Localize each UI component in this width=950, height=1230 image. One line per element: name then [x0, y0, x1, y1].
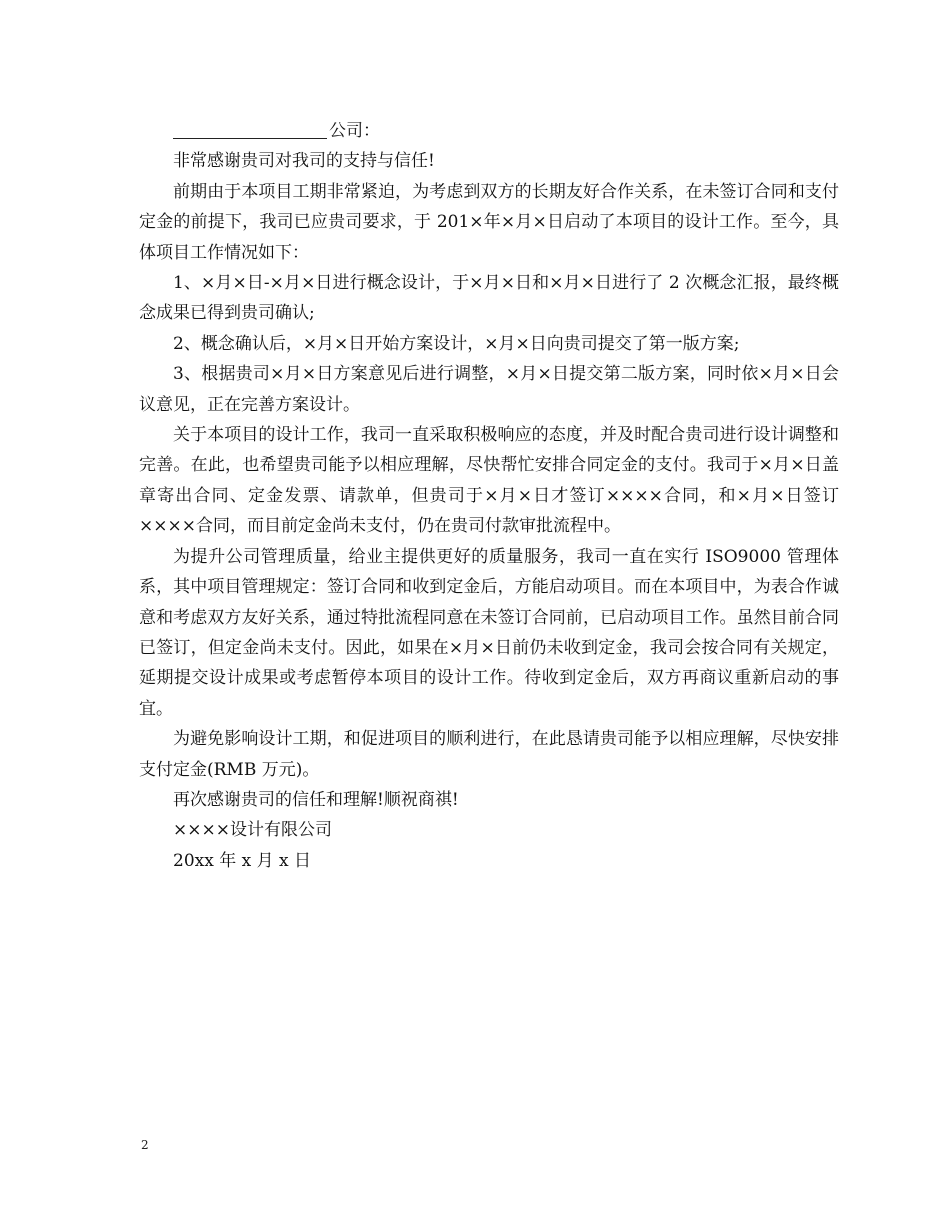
signature-date: 20xx 年 x 月 x 日: [173, 850, 312, 871]
signature-company: ××××设计有限公司: [173, 820, 332, 841]
thanks-paragraph: 非常感谢贵司对我司的支持与信任!: [173, 151, 435, 172]
progress-item-3: 3、根据贵司×月×日方案意见后进行调整，×月×日提交第二版方案，同时依×月×日会议意见，正在完善方案设计。: [139, 364, 839, 415]
salutation-suffix: 公司：: [329, 121, 380, 141]
progress-item-2: 2、概念确认后，×月×日开始方案设计，×月×日向贵司提交了第一版方案;: [173, 333, 740, 354]
progress-item-1: 1、×月×日-×月×日进行概念设计，于×月×日和×月×日进行了 2 次概念汇报，最终概念成果已得到贵司确认;: [139, 273, 839, 324]
salutation-line: [139, 116, 839, 146]
closing-paragraph: 再次感谢贵司的信任和理解!顺祝商祺!: [173, 789, 459, 810]
request-paragraph: 为避免影响设计工期，和促进项目的顺利进行，在此恳请贵司能予以相应理解，尽快安排支付定金(RMB 万元)。: [139, 729, 839, 780]
policy-paragraph: 为提升公司管理质量，给业主提供更好的质量服务，我司一直在实行 ISO9000 管理体系，其中项目管理规定：签订合同和收到定金后，方能启动项目。而在本项目中，为表合作诚意和考虑双方友好关系，通过特批流程同意在未签订合同前，已启动项目工作。虽然目前合同已签订，但定金尚未支付。因此，如果在×月×日前仍未收到定金，我司会按合同有关规定，延期提交设计成果或考虑暂停本项目的设计工作。待收到定金后，双方再商议重新启动的事宜。: [139, 546, 839, 719]
recipient-blank: [173, 120, 327, 139]
page-number: 2: [141, 1138, 149, 1152]
background-paragraph: 前期由于本项目工期非常紧迫，为考虑到双方的长期友好合作关系，在未签订合同和支付定金的前提下，我司已应贵司要求，于 201×年×月×日启动了本项目的设计工作。至今，具体项目工作情况如下：: [139, 181, 839, 263]
letter-body: [139, 116, 839, 876]
payment-request-paragraph: 关于本项目的设计工作，我司一直采取积极响应的态度，并及时配合贵司进行设计调整和完善。在此，也希望贵司能予以相应理解，尽快帮忙安排合同定金的支付。我司于×月×日盖章寄出合同、定金发票、请款单，但贵司于×月×日才签订××××合同，和×月×日签订××××合同，而目前定金尚未支付，仍在贵司付款审批流程中。: [139, 425, 839, 537]
